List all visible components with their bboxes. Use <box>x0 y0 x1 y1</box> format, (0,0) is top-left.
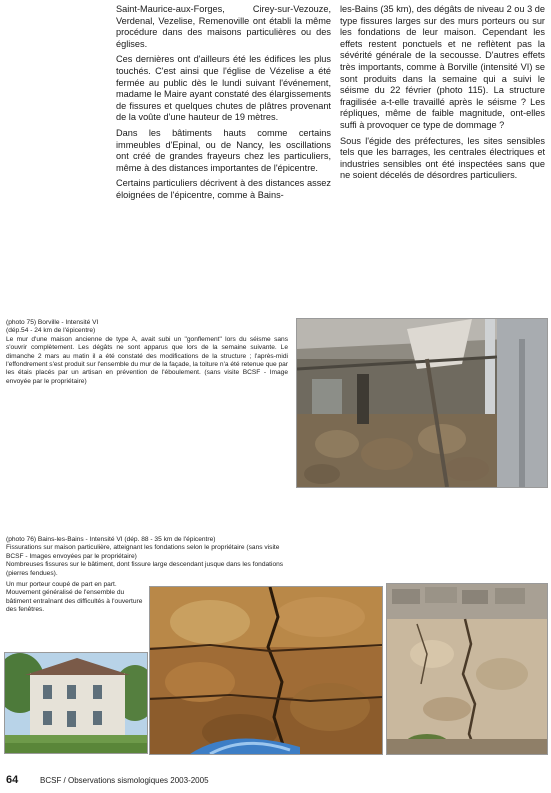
photo-75-caption <box>6 319 288 386</box>
photo-76-caption <box>6 536 291 578</box>
photo-76-cracked-foundation <box>149 586 383 755</box>
paragraph: Certains particuliers décrivent à des distances assez éloignées de l'épicentre, comme à Bains- <box>116 178 331 200</box>
caption-title: (photo 76) Bains-les-Bains - Intensité VI (dép. 88 - 35 km de l'épicentre) <box>6 536 216 543</box>
photo-76-cracked-wall <box>386 583 548 755</box>
photo-76-caption-continued <box>6 581 144 615</box>
caption-line: Nombreuses fissures sur le bâtiment, dont fissure large descendant jusque dans les fondations (pierres fendues). <box>6 561 284 577</box>
caption-body: Le mur d'une maison ancienne de type A, avait subi un "gonflement" lors du séisme sans s'ouvrir complètement. Les dégâts ne sont apparus que lors de la semaine suivante. Le dimanche 2 mars au matin il a été constaté des modifications de la structure ; l'après-midi l'effondrement s'est produit sur l'ensemble du mur de la façade, la toiture n'a été retenue que par les étais placés par un artisan en prévention de l'éboulement. (sans visite BCSF - Image envoyée par le propriétaire) <box>6 335 288 385</box>
paragraph: Sous l'égide des préfectures, les sites sensibles tels que les barrages, les centrales électriques et industries sensibles ont été inspectées sans que ne soient décelés de désordres particuliers. <box>340 135 545 181</box>
paragraph: les-Bains (35 km), des dégâts de niveau 2 ou 3 de type fissures larges sur des murs porteurs ou sur les fondations de leur maison. Cependant les effets restent ponctuels et ne reflètent pas la sévérité générale de la secousse. D'autres effets très importants, comme à Borville (intensité VI) se sont produits dans la semaine qui a suivi le séisme du 22 février (photo 115). La structure fragilisée a-t-elle travaillé après le séisme ? Les répliques, même de faible magnitude, ont-elles suffi à provoquer ce type de dommage ? <box>340 4 545 130</box>
caption-line: Un mur porteur coupé de part en part. Mouvement généralisé de l'ensemble du bâtiment entraînant des difficultés à l'ouverture des fenêtres. <box>6 581 143 614</box>
photo-76-house-exterior <box>4 652 148 754</box>
caption-title: (photo 75) Borville - Intensité VI <box>6 319 99 326</box>
paragraph: Ces dernières ont d'ailleurs été les édifices les plus touchés. C'est ainsi que l'église de Vézelise a été fermée au public dès le lundi suivant l'événement, madame le Maire ayant constaté des élargissements de fissures et quelques chutes de plâtres provenant de la voûte d'une hauteur de 19 mètres. <box>116 54 331 123</box>
page-footer <box>6 774 546 788</box>
photo-75-collapsed-wall <box>296 318 548 488</box>
paragraph: Dans les bâtiments hauts comme certains immeubles d'Epinal, ou de Nancy, les oscillations ont créé de grandes frayeurs chez les particuliers, même à des distances importantes de l'épicentre. <box>116 127 331 173</box>
paragraph: Saint-Maurice-aux-Forges, Cirey-sur-Vezouze, Verdenal, Vezelise, Remenoville ont établi la même procédure dans des maisons particulières ou des églises. <box>116 4 331 49</box>
publication-title: BCSF / Observations sismologiques 2003-2005 <box>40 776 209 785</box>
page-number: 64 <box>6 774 19 786</box>
caption-subtitle: (dép.54 - 24 km de l'épicentre) <box>6 327 96 335</box>
article-left-column <box>116 4 331 206</box>
article-right-column <box>340 4 545 186</box>
caption-line: Fissurations sur maison particulière, atteignant les fondations selon le propriétaire (sans visite BCSF - Images envoyées par le propriétaire) <box>6 544 280 560</box>
